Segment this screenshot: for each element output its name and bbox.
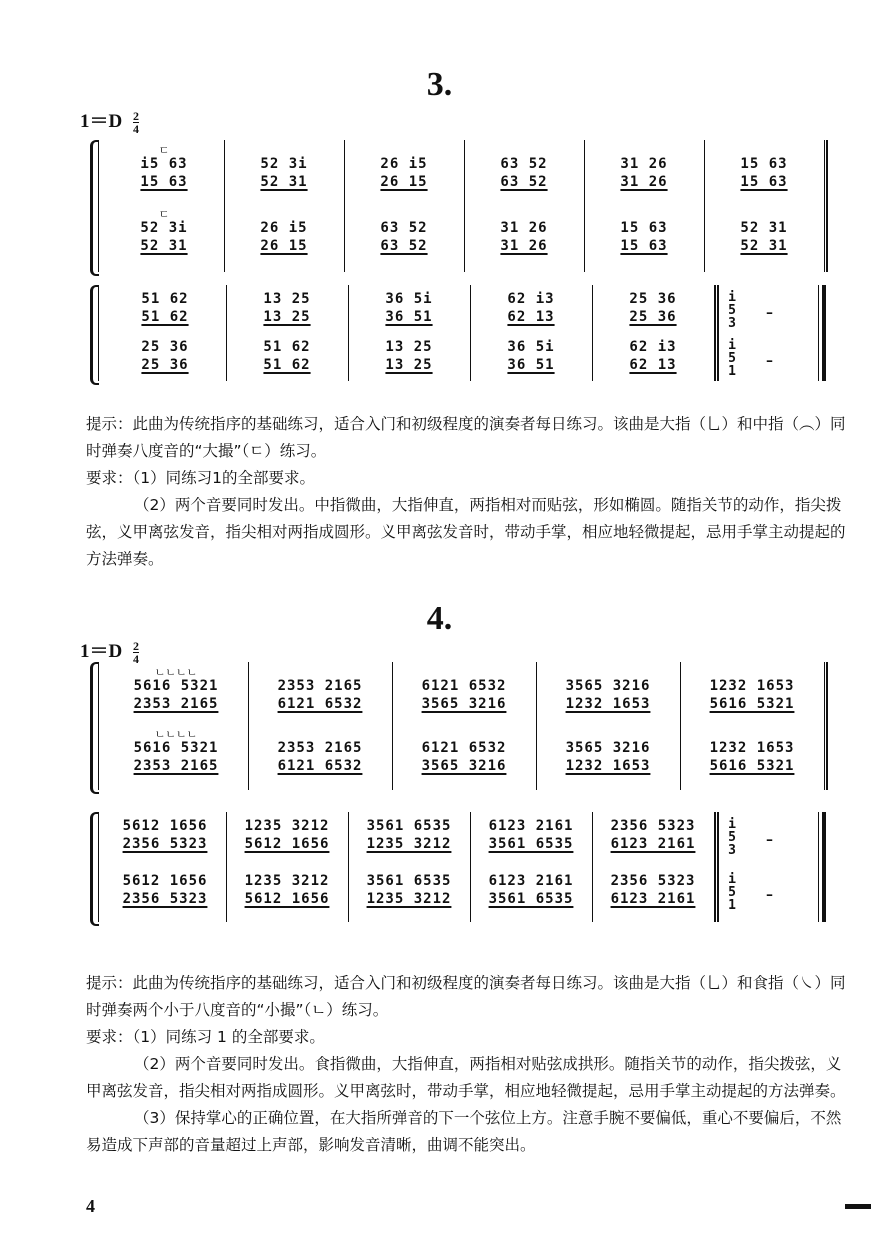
note-row-upper-bottom: 3565 3216	[421, 696, 507, 712]
exercise-3-notes	[86, 411, 846, 573]
note-row-upper-top: 2356 5323	[610, 818, 696, 834]
note-row-lower-bottom: 5616 5321	[709, 758, 795, 774]
note-row-lower-bottom: 2353 2165	[133, 758, 219, 774]
pluck-symbol-row: ㄷ	[158, 208, 170, 221]
note-row-lower-bottom: 3561 6535	[488, 891, 574, 907]
note-row-lower-top: 1232 1653	[709, 740, 795, 756]
note-row-lower-bottom: 31 26	[500, 238, 548, 254]
note-row-lower-bottom: 52 31	[140, 238, 188, 254]
note-row-upper-bottom: 1235 3212	[366, 836, 452, 852]
note-row-lower-top: 3561 6535	[366, 873, 452, 889]
measure	[104, 662, 249, 790]
note-row-upper-top: 1235 3212	[244, 818, 330, 834]
note-row-lower-bottom: 1235 3212	[366, 891, 452, 907]
note-row-upper-top: 15 63	[740, 156, 788, 172]
exercise-4-system-1	[90, 662, 830, 790]
page-number: 4	[86, 1196, 95, 1216]
note-row-lower-top: 63 52	[380, 220, 428, 236]
note-row-upper-bottom: 13 25	[263, 309, 311, 325]
note-row-upper-top: 5612 1656	[122, 818, 208, 834]
note-row-lower-bottom: 63 52	[380, 238, 428, 254]
note-row-upper-top: 6123 2161	[488, 818, 574, 834]
note-row-upper-bottom: 2356 5323	[122, 836, 208, 852]
exercise-3-tip: 提示：此曲为传统指序的基础练习，适合入门和初级程度的演奏者每日练习。该曲是大指（乚）和中指（︵）同时弹奏八度音的“大撮”（ㄷ）练习。	[86, 415, 846, 460]
note-row-lower-bottom: 26 15	[260, 238, 308, 254]
note-row-upper-top: 31 26	[620, 156, 668, 172]
exercise-4-tip: 提示：此曲为传统指序的基础练习，适合入门和初级程度的演奏者每日练习。该曲是大指（乚）和食指（㇏）同时弹奏两个小于八度音的“小撮”（ㄴ）练习。	[86, 974, 846, 1019]
final-chord-lower: i 5 1	[728, 872, 736, 913]
measure	[348, 812, 471, 922]
note-row-upper-bottom: 6121 6532	[277, 696, 363, 712]
note-row-lower-bottom: 6121 6532	[277, 758, 363, 774]
note-row-lower-top: 36 5i	[507, 339, 555, 355]
note-row-lower-bottom: 62 13	[629, 357, 677, 373]
note-row-upper-top: 36 5i	[385, 291, 433, 307]
note-row-upper-top: 63 52	[500, 156, 548, 172]
note-row-upper-bottom: 25 36	[629, 309, 677, 325]
note-row-lower-top: 1235 3212	[244, 873, 330, 889]
note-row-lower-bottom: 15 63	[620, 238, 668, 254]
measure	[592, 812, 719, 922]
measure	[464, 140, 585, 272]
key-signature: 1＝D	[80, 641, 123, 662]
time-signature: $\frac{2}{4}$	[132, 109, 139, 137]
note-row-upper-top: i5 63	[140, 156, 188, 172]
system-start-barline	[98, 812, 99, 922]
exercise-4-system-2	[90, 812, 830, 922]
measure	[392, 662, 537, 790]
note-row-lower-top: 6121 6532	[421, 740, 507, 756]
note-row-lower-top: 62 i3	[629, 339, 677, 355]
note-row-lower-bottom: 13 25	[385, 357, 433, 373]
system-end-barline	[826, 140, 828, 272]
note-row-upper-bottom: 1232 1653	[565, 696, 651, 712]
exercise-3-key	[80, 106, 139, 135]
measure	[224, 140, 345, 272]
note-row-upper-bottom: 26 15	[380, 174, 428, 190]
exercise-4-title: 4.	[426, 600, 453, 637]
note-row-lower-bottom: 2356 5323	[122, 891, 208, 907]
note-row-lower-bottom: 52 31	[740, 238, 788, 254]
note-row-lower-top: 2356 5323	[610, 873, 696, 889]
note-row-lower-bottom: 3565 3216	[421, 758, 507, 774]
note-row-lower-bottom: 1232 1653	[565, 758, 651, 774]
note-row-upper-bottom: 62 13	[507, 309, 555, 325]
note-row-upper-top: 52 3i	[260, 156, 308, 172]
measure	[226, 285, 349, 381]
pluck-symbol-row: ㄴㄴㄴㄴ	[154, 728, 198, 741]
exercise-4-key	[80, 636, 139, 665]
hold-dash: –	[766, 353, 773, 369]
measure	[470, 285, 593, 381]
final-chord-lower: i 5 1	[728, 338, 736, 379]
final-barline	[818, 812, 826, 922]
measure	[104, 285, 227, 381]
final-chord-upper: i 5 3	[728, 817, 736, 858]
hold-dash: –	[766, 887, 773, 903]
pluck-symbol-row: ㄷ	[158, 144, 170, 157]
key-signature: 1＝D	[80, 111, 123, 132]
note-row-lower-top: 52 31	[740, 220, 788, 236]
note-row-upper-bottom: 31 26	[620, 174, 668, 190]
note-row-lower-top: 26 i5	[260, 220, 308, 236]
time-signature: $\frac{2}{4}$	[132, 639, 139, 667]
note-row-lower-top: 52 3i	[140, 220, 188, 236]
measure	[226, 812, 349, 922]
note-row-upper-bottom: 51 62	[141, 309, 189, 325]
measure	[248, 662, 393, 790]
exercise-3-title: 3.	[426, 66, 453, 103]
measure	[536, 662, 681, 790]
measure	[344, 140, 465, 272]
exercise-3-requirement-1: 要求：（1）同练习1的全部要求。	[86, 469, 315, 487]
exercise-4-requirement-1: 要求：（1）同练习 1 的全部要求。	[86, 1028, 325, 1046]
note-row-upper-bottom: 2353 2165	[133, 696, 219, 712]
measure	[592, 285, 719, 381]
note-row-upper-top: 25 36	[629, 291, 677, 307]
note-row-lower-bottom: 36 51	[507, 357, 555, 373]
final-barline	[818, 285, 826, 381]
note-row-upper-top: 6121 6532	[421, 678, 507, 694]
exercise-4-requirement-3: （3）保持掌心的正确位置，在大指所弹音的下一个弦位上方。注意手腕不要偏低，重心不要偏后，不然易造成下声部的音量超过上声部，影响发音清晰，曲调不能突出。	[86, 1109, 842, 1154]
exercise-3-system-2	[90, 285, 830, 381]
note-row-upper-bottom: 5612 1656	[244, 836, 330, 852]
final-chord	[722, 285, 802, 381]
note-row-upper-bottom: 3561 6535	[488, 836, 574, 852]
note-row-upper-bottom: 5616 5321	[709, 696, 795, 712]
note-row-upper-bottom: 36 51	[385, 309, 433, 325]
note-row-lower-bottom: 51 62	[263, 357, 311, 373]
note-row-lower-top: 5616 5321	[133, 740, 219, 756]
final-chord	[722, 812, 802, 922]
exercise-4-requirement-2: （2）两个音要同时发出。食指微曲，大指伸直，两指相对贴弦成拱形。随指关节的动作，指尖拨弦，义甲离弦发音，指尖相对两指成圆形。义甲离弦时，带动手掌，相应地轻微提起，忌用手掌主动提起的方法弹奏。	[86, 1055, 846, 1100]
note-row-upper-bottom: 52 31	[260, 174, 308, 190]
note-row-upper-top: 2353 2165	[277, 678, 363, 694]
hold-dash: –	[766, 305, 773, 321]
note-row-upper-top: 26 i5	[380, 156, 428, 172]
note-row-lower-bottom: 5612 1656	[244, 891, 330, 907]
corner-mark	[845, 1204, 871, 1209]
pluck-symbol-row: ㄴㄴㄴㄴ	[154, 666, 198, 679]
note-row-upper-top: 3561 6535	[366, 818, 452, 834]
measure	[348, 285, 471, 381]
note-row-lower-top: 25 36	[141, 339, 189, 355]
note-row-upper-bottom: 6123 2161	[610, 836, 696, 852]
measure	[680, 662, 825, 790]
measure	[704, 140, 825, 272]
note-row-upper-top: 1232 1653	[709, 678, 795, 694]
measure	[470, 812, 593, 922]
note-row-lower-top: 2353 2165	[277, 740, 363, 756]
note-row-upper-top: 62 i3	[507, 291, 555, 307]
note-row-lower-top: 31 26	[500, 220, 548, 236]
note-row-lower-bottom: 25 36	[141, 357, 189, 373]
measure	[104, 140, 225, 272]
note-row-lower-top: 5612 1656	[122, 873, 208, 889]
note-row-lower-top: 13 25	[385, 339, 433, 355]
note-row-lower-top: 51 62	[263, 339, 311, 355]
note-row-upper-top: 5616 5321	[133, 678, 219, 694]
exercise-3-requirement-2: （2）两个音要同时发出。中指微曲，大指伸直，两指相对而贴弦，形如椭圆。随指关节的动作，指尖拨弦，义甲离弦发音，指尖相对两指成圆形。义甲离弦发音时，带动手掌，相应地轻微提起，忌用手掌主动提起的方法弹奏。	[86, 496, 846, 568]
note-row-upper-top: 51 62	[141, 291, 189, 307]
final-chord-upper: i 5 3	[728, 290, 736, 331]
note-row-upper-top: 3565 3216	[565, 678, 651, 694]
note-row-lower-top: 3565 3216	[565, 740, 651, 756]
system-start-barline	[98, 140, 99, 272]
exercise-3-system-1	[90, 140, 830, 272]
note-row-upper-top: 13 25	[263, 291, 311, 307]
note-row-upper-bottom: 63 52	[500, 174, 548, 190]
system-start-barline	[98, 662, 99, 790]
note-row-upper-bottom: 15 63	[140, 174, 188, 190]
note-row-lower-bottom: 6123 2161	[610, 891, 696, 907]
exercise-4-notes	[86, 970, 846, 1159]
measure	[584, 140, 705, 272]
measure	[104, 812, 227, 922]
system-end-barline	[826, 662, 828, 790]
system-start-barline	[98, 285, 99, 381]
note-row-upper-bottom: 15 63	[740, 174, 788, 190]
note-row-lower-top: 15 63	[620, 220, 668, 236]
hold-dash: –	[766, 832, 773, 848]
note-row-lower-top: 6123 2161	[488, 873, 574, 889]
